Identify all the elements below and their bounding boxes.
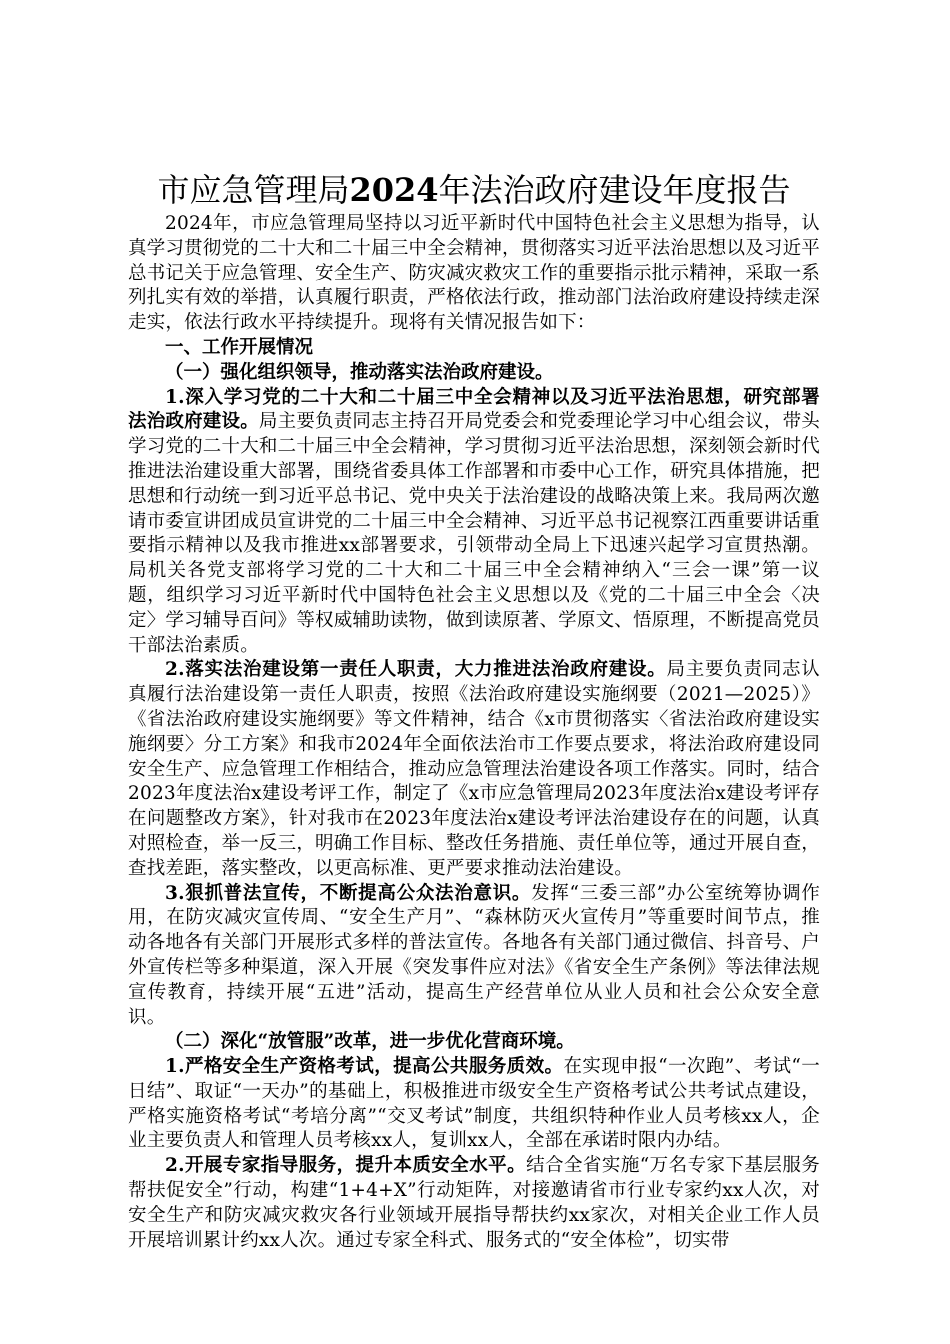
- paragraph-2-lead: 2.落实法治建设第一责任人职责，大力推进法治政府建设。: [165, 659, 667, 681]
- paragraph-5-body: 结合全省实施“万名专家下基层服务帮扶促安全”行动，构建“1+4+X”行动矩阵，对接邀请省市行业专家约xx人次，对安全生产和防灾减灾救灾各行业领域开展指导帮扶约xx家次，对相关企业工作人员开展培训累计约xx人次。通过专家全科式、服务式的“安全体检”，切实带: [128, 1155, 820, 1251]
- paragraph-1-lead: 1.深入学习党的二十大和二十届三中全会精神以及习近平法治思想，研究部署法治政府建设。: [128, 386, 820, 433]
- paragraph-4: [128, 1055, 820, 1154]
- paragraph-4-lead: 1.严格安全生产资格考试，提高公共服务质效。: [165, 1056, 564, 1078]
- paragraph-5: [128, 1154, 820, 1253]
- title-suffix: 年法治政府建设年度报告: [438, 171, 791, 209]
- paragraph-3-lead: 3.狠抓普法宣传，不断提高公众法治意识。: [165, 882, 532, 904]
- paragraph-1-body: 局主要负责同志主持召开局党委会和党委理论学习中心组会议，带头学习党的二十大和二十届三中全会精神，学习贯彻习近平法治思想，深刻领会新时代推进法治建设重大部署，围绕省委具体工作部署和市委中心工作，研究具体措施，把思想和行动统一到习近平总书记、党中央关于法治建设的战略决策上来。我局两次邀请市委宣讲团成员宣讲党的二十届三中全会精神、习近平总书记视察江西重要讲话重要指示精神以及我市推进xx部署要求，引领带动全局上下迅速兴起学习宣贯热潮。局机关各党支部将学习党的二十大和二十届三中全会精神纳入“三会一课”第一议题，组织学习习近平新时代中国特色社会主义思想以及《党的二十届三中全会〈决定〉学习辅导百问》等权威辅助读物，做到读原著、学原文、悟原理，不断提高党员干部法治素质。: [128, 411, 820, 656]
- paragraph-5-lead: 2.开展专家指导服务，提升本质安全水平。: [165, 1155, 527, 1177]
- paragraph-2: [128, 658, 820, 881]
- subsection-heading-1: （一）强化组织领导，推动落实法治政府建设。: [165, 361, 554, 383]
- paragraph-3: [128, 882, 820, 1031]
- title-year: 2024: [349, 171, 439, 209]
- title-prefix: 市应急管理局: [157, 171, 350, 209]
- intro-paragraph: 2024年，市应急管理局坚持以习近平新时代中国特色社会主义思想为指导，认真学习贯彻党的二十大和二十届三中全会精神，贯彻落实习近平法治思想以及习近平总书记关于应急管理、安全生产、防灾减灾救灾工作的重要指示批示精神，采取一系列扎实有效的举措，认真履行职责，严格依法行政，推动部门法治政府建设持续走深走实，依法行政水平持续提升。现将有关情况报告如下：: [128, 213, 820, 334]
- paragraph-1: [128, 386, 820, 659]
- document-page: [128, 170, 820, 1253]
- subsection-heading-2: （二）深化“放管服”改革，进一步优化营商环境。: [165, 1031, 575, 1053]
- paragraph-4-body: 在实现申报“一次跑”、考试“一日结”、取证“一天办”的基础上，积极推进市级安全生产资格考试公共考试点建设，严格实施资格考试“考培分离”“交叉考试”制度，共组织特种作业人员考核xx人，企业主要负责人和管理人员考核xx人，复训xx人，全部在承诺时限内办结。: [128, 1056, 821, 1152]
- section-heading-1: 一、工作开展情况: [165, 336, 314, 358]
- paragraph-3-body: 发挥“三委三部”办公室统筹协调作用，在防灾减灾宣传周、“安全生产月”、“森林防灭火宣传月”等重要时间节点，推动各地各有关部门开展形式多样的普法宣传。各地各有关部门通过微信、抖音号、户外宣传栏等多种渠道，深入开展《突发事件应对法》《省安全生产条例》等法律法规宣传教育，持续开展“五进”活动，提高生产经营单位从业人员和社会公众安全意识。: [128, 882, 820, 1028]
- document-title: [128, 170, 820, 210]
- paragraph-2-body: 局主要负责同志认真履行法治建设第一责任人职责，按照《法治政府建设实施纲要（2021—2025）》《省法治政府建设实施纲要》等文件精神，结合《x市贯彻落实〈省法治政府建设实施纲要〉分工方案》和我市2024年全面依法治市工作要点要求，将法治政府建设同安全生产、应急管理工作相结合，推动应急管理法治建设各项工作落实。同时，结合2023年度法治x建设考评工作，制定了《x市应急管理局2023年度法治x建设考评存在问题整改方案》，针对我市在2023年度法治x建设考评法治建设存在的问题，认真对照检查，举一反三，明确工作目标、整改任务措施、责任单位等，通过开展自查，查找差距，落实整改，以更高标准、更严要求推动法治建设。: [128, 659, 821, 879]
